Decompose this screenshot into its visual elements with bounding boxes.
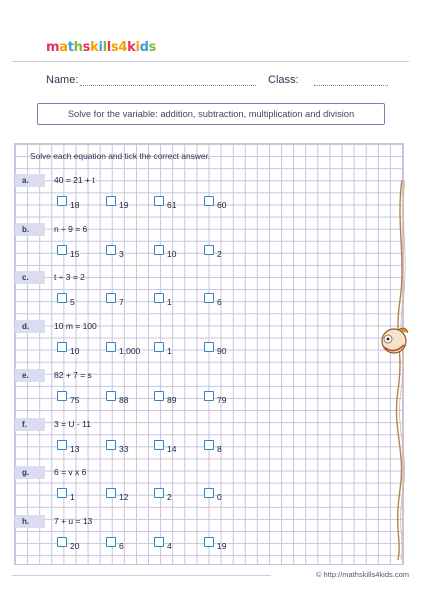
- answer-option[interactable]: [106, 198, 128, 210]
- answer-value: 61: [167, 200, 177, 210]
- answer-option[interactable]: [57, 393, 79, 405]
- checkbox-icon[interactable]: [57, 440, 67, 450]
- answer-option[interactable]: [204, 393, 226, 405]
- answer-option[interactable]: [57, 295, 75, 307]
- question-letter: h.: [15, 515, 45, 528]
- answer-option[interactable]: [204, 490, 222, 502]
- checkbox-icon[interactable]: [57, 245, 67, 255]
- answer-value: 14: [167, 443, 177, 454]
- checkbox-icon[interactable]: [106, 488, 116, 498]
- question-letter: e.: [15, 369, 45, 382]
- checkbox-icon[interactable]: [204, 293, 214, 303]
- checkbox-icon[interactable]: [57, 537, 67, 547]
- question-letter: a.: [15, 174, 45, 187]
- checkbox-icon[interactable]: [57, 293, 67, 303]
- answer-option[interactable]: [106, 344, 140, 356]
- answer-value: 88: [119, 394, 129, 405]
- answer-option[interactable]: [106, 442, 128, 454]
- answer-option[interactable]: [106, 393, 128, 405]
- answer-value: 4: [167, 540, 172, 551]
- checkbox-icon[interactable]: [154, 293, 164, 303]
- question-equation: n ÷ 9 = 6: [54, 223, 88, 234]
- checkbox-icon[interactable]: [204, 440, 214, 450]
- question-letter: c.: [15, 271, 45, 284]
- answer-option[interactable]: [154, 539, 172, 551]
- answer-option[interactable]: [106, 247, 124, 259]
- answer-value: 90: [217, 346, 227, 357]
- checkbox-icon[interactable]: [57, 196, 67, 206]
- question-equation: 40 = 21 + t: [54, 175, 95, 185]
- class-label: Class:: [268, 74, 299, 86]
- footer-divider: [12, 575, 271, 576]
- answer-option[interactable]: [57, 344, 79, 356]
- answer-value: 1: [70, 492, 75, 503]
- checkbox-icon[interactable]: [154, 196, 164, 206]
- answer-value: 1: [167, 297, 172, 308]
- question-letter: b.: [15, 223, 45, 236]
- class-field[interactable]: [314, 85, 388, 86]
- answer-value: 10: [70, 346, 80, 357]
- answer-option[interactable]: [154, 393, 176, 405]
- answer-option[interactable]: [154, 490, 172, 502]
- answer-value: 13: [70, 443, 80, 454]
- question-letter: d.: [15, 320, 45, 333]
- instruction-text: Solve each equation and tick the correct answer.: [30, 151, 211, 161]
- question-equation: 82 + 7 = s: [54, 369, 92, 380]
- answer-value: 7: [119, 297, 124, 308]
- answer-value: 8: [217, 443, 222, 454]
- checkbox-icon[interactable]: [106, 537, 116, 547]
- footer-copyright: © http://mathskills4kids.com: [315, 570, 409, 579]
- answer-value: 89: [167, 394, 177, 405]
- answer-option[interactable]: [57, 198, 79, 210]
- checkbox-icon[interactable]: [204, 196, 214, 206]
- decorative-ribbon: [372, 180, 412, 560]
- question-letter: g.: [15, 466, 45, 479]
- checkbox-icon[interactable]: [57, 488, 67, 498]
- checkbox-icon[interactable]: [154, 488, 164, 498]
- answer-option[interactable]: [57, 442, 79, 454]
- logo-digit: 4: [118, 40, 128, 55]
- question-equation: 7 + u = 13: [54, 515, 93, 526]
- answer-option[interactable]: [204, 247, 222, 259]
- checkbox-icon[interactable]: [106, 293, 116, 303]
- answer-value: 20: [70, 540, 80, 551]
- worksheet-title: Solve for the variable: addition, subtraction, multiplication and division: [37, 103, 385, 125]
- logo-text-after: kids: [127, 40, 157, 55]
- checkbox-icon[interactable]: [154, 342, 164, 352]
- answer-option[interactable]: [57, 490, 75, 502]
- checkbox-icon[interactable]: [204, 537, 214, 547]
- checkbox-icon[interactable]: [154, 245, 164, 255]
- answer-value: 79: [217, 394, 227, 405]
- answer-option[interactable]: [204, 539, 226, 551]
- checkbox-icon[interactable]: [57, 342, 67, 352]
- answer-value: 19: [119, 200, 129, 210]
- name-label: Name:: [46, 74, 79, 86]
- answer-option[interactable]: [106, 490, 128, 502]
- answer-value: 6: [119, 540, 124, 551]
- checkbox-icon[interactable]: [154, 440, 164, 450]
- name-field[interactable]: [80, 85, 256, 86]
- answer-value: 3: [119, 248, 124, 259]
- answer-value: 33: [119, 443, 129, 454]
- checkbox-icon[interactable]: [106, 391, 116, 401]
- checkbox-icon[interactable]: [204, 488, 214, 498]
- answer-value: 0: [217, 492, 222, 503]
- answer-value: 75: [70, 394, 80, 405]
- answer-option[interactable]: [57, 539, 79, 551]
- answer-option[interactable]: [154, 442, 176, 454]
- answer-option[interactable]: [154, 344, 172, 356]
- answer-option[interactable]: [154, 198, 176, 210]
- answer-value: 12: [119, 492, 129, 503]
- answer-option[interactable]: [154, 295, 172, 307]
- question-equation: t ÷ 3 = 2: [54, 272, 85, 283]
- answer-option[interactable]: [204, 442, 222, 454]
- checkbox-icon[interactable]: [204, 245, 214, 255]
- answer-option[interactable]: [204, 344, 226, 356]
- checkbox-icon[interactable]: [204, 342, 214, 352]
- question-equation: 10 m = 100: [54, 321, 97, 332]
- answer-option[interactable]: [204, 198, 226, 210]
- question-letter: f.: [15, 418, 45, 431]
- checkbox-icon[interactable]: [106, 342, 116, 352]
- answer-option[interactable]: [106, 539, 124, 551]
- checkbox-icon[interactable]: [57, 391, 67, 401]
- answer-value: 2: [167, 492, 172, 503]
- checkbox-icon[interactable]: [106, 196, 116, 206]
- answer-value: 6: [217, 297, 222, 308]
- answer-value: 60: [217, 200, 227, 210]
- answer-option[interactable]: [204, 295, 222, 307]
- checkbox-icon[interactable]: [106, 245, 116, 255]
- logo-text-before: mathskills: [46, 40, 119, 55]
- question-equation: 6 = v x 6: [54, 467, 87, 478]
- checkbox-icon[interactable]: [204, 391, 214, 401]
- answer-option[interactable]: [106, 295, 124, 307]
- answer-value: 10: [167, 248, 177, 259]
- logo: [46, 40, 156, 55]
- answer-option[interactable]: [57, 247, 79, 259]
- checkbox-icon[interactable]: [154, 537, 164, 547]
- answer-value: 15: [70, 248, 80, 259]
- answer-value: 5: [70, 297, 75, 308]
- checkbox-icon[interactable]: [154, 391, 164, 401]
- answer-value: 1,000: [119, 346, 141, 357]
- answer-value: 18: [70, 200, 80, 210]
- answer-option[interactable]: [154, 247, 176, 259]
- cartoon-mascot-icon: [382, 328, 408, 353]
- checkbox-icon[interactable]: [106, 440, 116, 450]
- answer-value: 19: [217, 540, 227, 551]
- header-divider: [12, 61, 409, 62]
- answer-value: 1: [167, 346, 172, 357]
- question-equation: 3 = U - 11: [54, 418, 91, 429]
- answer-value: 2: [217, 248, 222, 259]
